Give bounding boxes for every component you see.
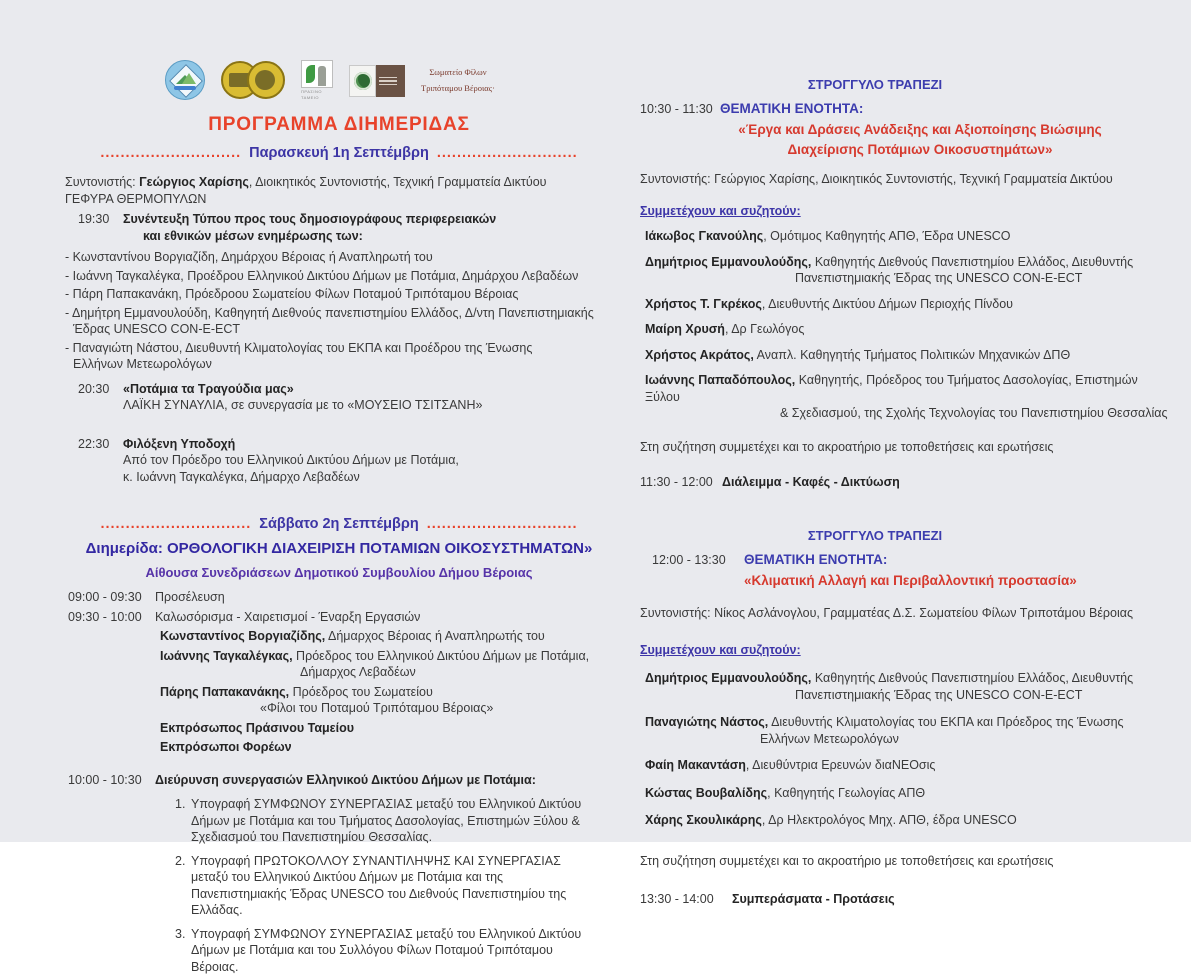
participants-label: Συμμετέχουν και συζητούν: xyxy=(640,642,801,657)
speaker-name: Εκπρόσωποι Φορέων xyxy=(160,740,292,755)
participant xyxy=(640,670,1170,703)
speaker-name: Ιωάννης Ταγκαλέγκας, xyxy=(160,648,293,663)
association-caption xyxy=(421,64,495,96)
green-fund-logo-icon: ΠΡΑΣΙΝΟ ΤΑΜΕΙΟ xyxy=(301,60,333,100)
forest-network-logo-icon xyxy=(349,65,405,95)
day1-header xyxy=(65,144,613,163)
day1-coordinator xyxy=(65,174,613,207)
participant-role-line2: Πανεπιστημιακής Έδρας της UNESCO CON-E-ECT xyxy=(795,687,1083,702)
participant-name: Κώστας Βουβαλίδης xyxy=(645,785,768,800)
participant-role: Καθηγητής Διεθνούς Πανεπιστημίου Ελλάδος, Διευθυντής xyxy=(811,671,1134,686)
participant-role: , Διευθυντής Δικτύου Δήμων Περιοχής Πίνδου xyxy=(761,296,1014,311)
time-label: 12:00 - 13:30 xyxy=(652,553,726,568)
participant-name: Φαίη Μακαντάση xyxy=(645,758,746,773)
left-column xyxy=(65,56,613,975)
reception-row xyxy=(65,436,613,486)
speaker xyxy=(160,684,613,717)
schedule-text: Προσέλευση xyxy=(155,590,225,605)
speaker-role-line2: «Φίλοι του Ποταμού Τριπόταμου Βέροιας» xyxy=(260,701,494,716)
speaker xyxy=(160,739,613,756)
roundtable2-time-row xyxy=(640,551,1170,569)
agreement-item xyxy=(175,853,613,919)
agreements-list xyxy=(65,796,613,975)
day1-dots-right: ............................ xyxy=(436,145,578,162)
time-label: 19:30 xyxy=(78,212,110,227)
welcome-speakers xyxy=(65,628,613,756)
participant xyxy=(640,228,1170,245)
time-label: 09:00 - 09:30 xyxy=(68,590,142,605)
participants-label: Συμμετέχουν και συζητούν: xyxy=(640,203,801,218)
participant xyxy=(640,296,1170,313)
roundtable2-coordinator: Συντονιστής: Νίκος Ασλάνογλου, Γραμματέας Δ.Σ. Σωματείου Φίλων Τριποτάμου Βέροιας xyxy=(640,606,1133,621)
time-label: 20:30 xyxy=(78,381,110,396)
coordinator-name: Γεώργιος Χαρίσης xyxy=(139,175,249,190)
reception-title: Φιλόξενη Υποδοχή xyxy=(123,436,236,451)
participant-name: Χρήστος Τ. Γκρέκος xyxy=(645,296,762,311)
theme-line2: Διαχείρισης Ποτάμιων Οικοσυστημάτων» xyxy=(787,142,1053,158)
list-item-text2: Έδρας UNESCO CON-E-ECT xyxy=(73,322,240,337)
participant xyxy=(640,254,1170,287)
closing-text: Συμπεράσματα - Προτάσεις xyxy=(732,892,895,907)
participant-name: Χάρης Σκουλικάρης xyxy=(645,813,762,828)
item-text: Υπογραφή ΠΡΩΤΟΚΟΛΛΟΥ ΣΥΝΑΝΤΙΛΗΨΗΣ ΚΑΙ ΣΥΝΕΡΓΑΣΙΑΣ μεταξύ του Ελληνικού Δικτύου Δήμων με Ποτάμια και της Πανεπιστημιακής Έδρας UNESCO του Διεθνούς Πανεπιστημίου της Ελλάδας. xyxy=(191,853,567,918)
schedule-text: Καλωσόρισμα - Χαιρετισμοί - Έναρξη Εργασιών xyxy=(155,609,421,624)
speaker-role-line2: Δήμαρχος Λεβαδέων xyxy=(300,665,416,680)
time-label: 09:30 - 10:00 xyxy=(68,609,142,624)
time-label: 13:30 - 14:00 xyxy=(640,892,714,907)
roundtable1-header: ΣΤΡΟΓΓΥΛΟ ΤΡΑΠΕΖΙ xyxy=(807,77,943,92)
speaker xyxy=(160,648,613,681)
participant-name: Ιάκωβος Γκανούλης xyxy=(645,229,764,244)
river-network-logo-icon xyxy=(165,60,205,100)
day1-dots-left: ............................ xyxy=(100,145,242,162)
time-label: 10:30 - 11:30 xyxy=(640,102,713,117)
speaker-name: Εκπρόσωπος Πράσινου Ταμείου xyxy=(160,720,355,735)
press-conference-row xyxy=(65,211,613,244)
concert-title: «Ποτάμια τα Τραγούδια μας» xyxy=(123,381,294,396)
roundtable2-participants xyxy=(640,670,1170,829)
list-item xyxy=(65,249,613,266)
page-title: ΠΡΟΓΡΑΜΜΑ ΔΙΗΜΕΡΙΔΑΣ xyxy=(208,114,470,135)
theme-line1: «Έργα και Δράσεις Ανάδειξης και Αξιοποίησης Βιώσιμης xyxy=(738,121,1102,137)
participant xyxy=(640,714,1170,747)
item-number: 2. xyxy=(175,853,186,868)
speaker-role: Δήμαρχος Βέροιας ή Αναπληρωτής του xyxy=(325,629,545,644)
reception-detail1: Από τον Πρόεδρο του Ελληνικού Δικτύου Δήμων με Ποτάμια, xyxy=(123,453,459,468)
agreement-item xyxy=(175,926,613,975)
list-item xyxy=(65,305,613,338)
audience-note: Στη συζήτηση συμμετέχει και το ακροατήριο με τοποθετήσεις και ερωτήσεις xyxy=(640,439,1054,454)
participant-name: Δημήτριος Εμμανουλούδης, xyxy=(645,671,812,686)
participant xyxy=(640,321,1170,338)
concert-row xyxy=(65,381,613,414)
association-caption-line2: Τριπόταμου Βέροιας· xyxy=(421,83,495,93)
participant xyxy=(640,372,1170,422)
speaker-name: Κωνσταντίνος Βοργιαζίδης, xyxy=(160,629,326,644)
item-number: 3. xyxy=(175,926,186,941)
roundtable1-coordinator: Συντονιστής: Γεώργιος Χαρίσης, Διοικητικός Συντονιστής, Τεχνική Γραμματεία Δικτύου xyxy=(640,172,1113,187)
time-label: 22:30 xyxy=(78,436,110,451)
coordinator-role: , Διοικητικός Συντονιστής, Τεχνική Γραμματεία Δικτύου xyxy=(248,175,547,190)
audience-note: Στη συζήτηση συμμετέχει και το ακροατήριο με τοποθετήσεις και ερωτήσεις xyxy=(640,853,1054,868)
item-text: Υπογραφή ΣΥΜΦΩΝΟΥ ΣΥΝΕΡΓΑΣΙΑΣ μεταξύ του Ελληνικού Δικτύου Δήμων με Ποτάμια και του Συλλόγου Φίλων Ποταμού Τριπόταμου Βέροιας. xyxy=(191,926,582,974)
roundtable1-time-row xyxy=(640,100,1170,118)
participant-role: Καθηγητής, Πρόεδρος του Τμήματος Δασολογίας, Επιστημών Ξύλου xyxy=(645,373,1138,404)
day2-label: Σάββατο 2η Σεπτέμβρη xyxy=(259,516,419,533)
participant-role-line2: Ελλήνων Μετεωρολόγων xyxy=(760,731,899,746)
roundtable2-theme xyxy=(744,571,1170,591)
speaker xyxy=(160,628,613,645)
participant-role: , Διευθύντρια Ερευνών διαΝΕΟσις xyxy=(745,758,936,773)
item-text: Υπογραφή ΣΥΜΦΩΝΟΥ ΣΥΝΕΡΓΑΣΙΑΣ μεταξύ του Ελληνικού Δικτύου Δήμων με Ποτάμια και του Τμήματος Δασολογίας, Επιστημών Ξύλου & Σχεδιασμού του Πανεπιστημίου Θεσσαλίας. xyxy=(191,797,582,845)
day2-header xyxy=(65,515,613,534)
press-title-line2: και εθνικών μέσων ενημέρωσης των: xyxy=(143,228,363,243)
session-row xyxy=(65,772,613,789)
day2-dots-right: .............................. xyxy=(426,516,578,533)
list-item-text2: Ελλήνων Μετεωρολόγων xyxy=(73,357,212,372)
thematic-unit-label: ΘΕΜΑΤΙΚΗ ΕΝΟΤΗΤΑ: xyxy=(720,101,864,117)
participant-role: , Δρ Γεωλόγος xyxy=(724,322,805,337)
participant xyxy=(640,347,1170,364)
speaker-name: Πάρης Παπακανάκης, xyxy=(160,684,290,699)
venue: Αίθουσα Συνεδριάσεων Δημοτικού Συμβουλίου Δήμου Βέροιας xyxy=(145,565,533,581)
roundtable1-participants xyxy=(640,228,1170,422)
ancient-coins-logo-icon xyxy=(221,60,285,100)
participant-role-line2: Πανεπιστημιακής Έδρας της UNESCO CON-E-ECT xyxy=(795,271,1083,286)
coordinator-line2: ΓΕΦΥΡΑ ΘΕΡΜΟΠΥΛΩΝ xyxy=(65,191,207,206)
coordinator-prefix: Συντονιστής: xyxy=(65,175,140,190)
participant-role: Καθηγητής Διεθνούς Πανεπιστημίου Ελλάδος, Διευθυντής xyxy=(811,254,1134,269)
break-row xyxy=(640,474,1170,491)
agreement-item xyxy=(175,796,613,846)
day1-label: Παρασκευή 1η Σεπτέμβρη xyxy=(249,145,429,162)
press-participants-list xyxy=(65,249,613,373)
speaker-role: Πρόεδρος του Ελληνικού Δικτύου Δήμων με Ποτάμια, xyxy=(292,648,590,663)
participant-name: Ιωάννης Παπαδόπουλος, xyxy=(645,373,796,388)
list-item-text: - Ιωάννη Ταγκαλέγκα, Προέδρου Ελληνικού Δικτύου Δήμων με Ποτάμια, Δημάρχου Λεβαδέων xyxy=(65,268,579,283)
press-title-line1: Συνέντευξη Τύπου προς τους δημοσιογράφους περιφερειακών xyxy=(123,212,497,227)
participant-name: Μαίρη Χρυσή xyxy=(645,322,725,337)
list-item-text: - Παναγιώτη Νάστου, Διευθυντή Κλιματολογίας του ΕΚΠΑ και Προέδρου της Ένωσης xyxy=(65,340,533,355)
list-item xyxy=(65,268,613,285)
speaker-role: Πρόεδρος του Σωματείου xyxy=(289,684,433,699)
list-item xyxy=(65,340,613,373)
participant-role: , Καθηγητής Γεωλογίας ΑΠΘ xyxy=(767,785,926,800)
break-text: Διάλειμμα - Καφές - Δικτύωση xyxy=(722,475,900,490)
list-item-text: - Πάρη Παπακανάκη, Πρόεδροου Σωματείου Φίλων Ποταμού Τριπόταμου Βέροιας xyxy=(65,287,519,302)
participant-role: Αναπλ. Καθηγητής Τμήματος Πολιτικών Μηχανικών ΔΠΘ xyxy=(753,347,1071,362)
time-label: 11:30 - 12:00 xyxy=(640,475,713,490)
schedule-row xyxy=(65,609,613,626)
participant-name: Δημήτριος Εμμανουλούδης, xyxy=(645,254,812,269)
roundtable1-theme xyxy=(720,120,1120,161)
participant-role: Διευθυντής Κλιματολογίας του ΕΚΠΑ και Πρόεδρος της Ένωσης xyxy=(768,715,1124,730)
right-column xyxy=(640,76,1170,908)
participant-role-line2: & Σχεδιασμού, της Σχολής Τεχνολογίας του Πανεπιστημίου Θεσσαλίας xyxy=(780,406,1168,421)
time-label: 10:00 - 10:30 xyxy=(68,772,142,787)
roundtable2-header: ΣΤΡΟΓΓΥΛΟ ΤΡΑΠΕΖΙ xyxy=(807,527,943,543)
participant xyxy=(640,785,1170,802)
association-caption-line1: Σωματείο Φίλων xyxy=(429,66,487,77)
list-item xyxy=(65,286,613,303)
participant-role: , Δρ Ηλεκτρολόγος Μηχ. ΑΠΘ, έδρα UNESCO xyxy=(761,813,1017,828)
theme-line1: «Κλιματική Αλλαγή και Περιβαλλοντική προστασία» xyxy=(744,572,1077,588)
participant xyxy=(640,812,1170,829)
reception-detail2: κ. Ιωάννη Ταγκαλέγκα, Δήμαρχο Λεβαδέων xyxy=(123,469,360,484)
thematic-unit-label: ΘΕΜΑΤΙΚΗ ΕΝΟΤΗΤΑ: xyxy=(744,552,888,568)
logo-row xyxy=(165,56,613,104)
day2-title: Διημερίδα: ΟΡΘΟΛΟΓΙΚΗ ΔΙΑΧΕΙΡΙΣΗ ΠΟΤΑΜΙΩΝ ΟΙΚΟΣΥΣΤΗΜΑΤΩΝ» xyxy=(85,540,593,558)
participant-name: Χρήστος Ακράτος, xyxy=(645,347,754,362)
session-title: Διεύρυνση συνεργασιών Ελληνικού Δικτύου Δήμων με Ποτάμια: xyxy=(155,772,536,787)
item-number: 1. xyxy=(175,797,186,812)
speaker xyxy=(160,720,613,737)
list-item-text: - Δημήτρη Εμμανουλούδη, Καθηγητή Διεθνούς πανεπιστημίου Ελλάδος, Δ/ντη Πανεπιστημιακής xyxy=(65,305,594,320)
concert-detail: ΛΑΪΚΗ ΣΥΝΑΥΛΙΑ, σε συνεργασία με το «ΜΟΥΣΕΙΟ ΤΣΙΤΣΑΝΗ» xyxy=(123,398,483,413)
closing-row xyxy=(640,891,1170,908)
schedule-row xyxy=(65,589,613,606)
participant-name: Παναγιώτης Νάστος, xyxy=(645,715,769,730)
participant-role: , Ομότιμος Καθηγητής ΑΠΘ, Έδρα UNESCO xyxy=(763,229,1011,244)
participant xyxy=(640,757,1170,774)
day2-dots-left: .............................. xyxy=(100,516,252,533)
list-item-text: - Κωνσταντίνου Βοργιαζίδη, Δημάρχου Βέροιας ή Αναπληρωτή του xyxy=(65,250,433,265)
